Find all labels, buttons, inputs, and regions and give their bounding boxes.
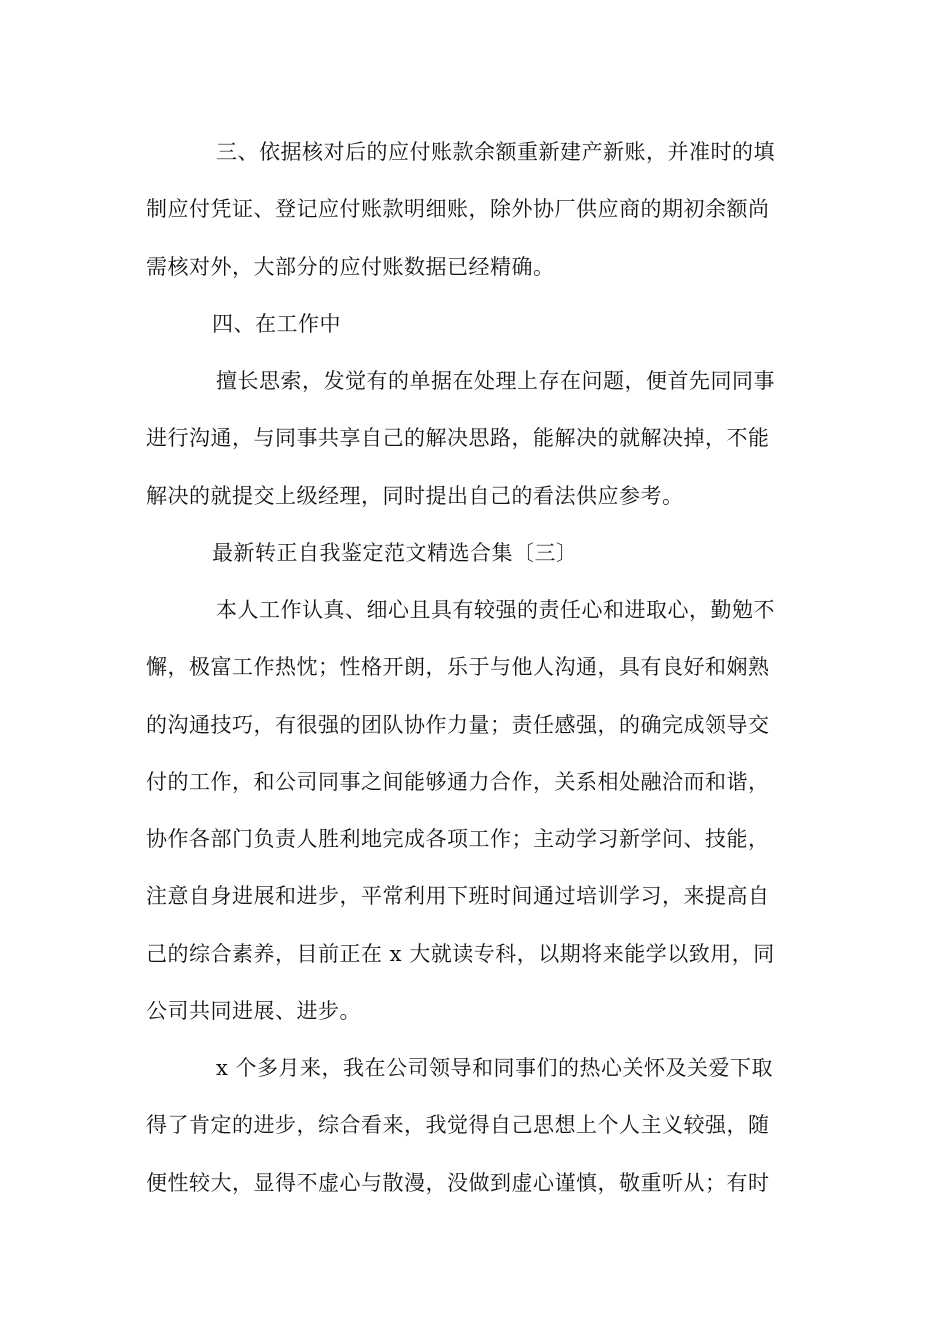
paragraph-1-line-3: 需核对外，大部分的应付账数据已经精确。 bbox=[146, 255, 555, 279]
paragraph-6-line-2: 得了肯定的进步，综合看来，我觉得自己思想上个人主义较强，随 bbox=[146, 1113, 770, 1137]
paragraph-3-line-3: 解决的就提交上级经理，同时提出自己的看法供应参考。 bbox=[146, 484, 684, 508]
paragraph-3-line-2: 进行沟通，与同事共享自己的解决思路，能解决的就解决掉，不能 bbox=[146, 426, 770, 450]
paragraph-6-line-1: x 个多月来，我在公司领导和同事们的热心关怀及关爱下取 bbox=[216, 1056, 774, 1080]
section-title: 最新转正自我鉴定范文精选合集〔三〕 bbox=[212, 541, 578, 565]
document-body bbox=[146, 0, 810, 1344]
paragraph-3-line-1: 擅长思索，发觉有的单据在处理上存在问题，便首先同同事 bbox=[216, 369, 775, 393]
paragraph-5-line-7: 己的综合素养，目前正在 x 大就读专科，以期将来能学以致用，同 bbox=[146, 942, 775, 966]
paragraph-5-line-3: 的沟通技巧，有很强的团队协作力量；责任感强，的确完成领导交 bbox=[146, 713, 770, 737]
paragraph-5-line-6: 注意自身进展和进步，平常利用下班时间通过培训学习，来提高自 bbox=[146, 884, 770, 908]
paragraph-1-line-2: 制应付凭证、登记应付账款明细账，除外协厂供应商的期初余额尚 bbox=[146, 197, 770, 221]
paragraph-5-line-4: 付的工作，和公司同事之间能够通力合作，关系相处融洽而和谐， bbox=[146, 770, 770, 794]
paragraph-1-line-1: 三、依据核对后的应付账款余额重新建产新账，并准时的填 bbox=[216, 140, 775, 164]
paragraph-5-line-1: 本人工作认真、细心且具有较强的责任心和进取心，勤勉不 bbox=[216, 598, 775, 622]
paragraph-5-line-2: 懈，极富工作热忱；性格开朗，乐于与他人沟通，具有良好和娴熟 bbox=[146, 655, 770, 679]
paragraph-5-line-8: 公司共同进展、进步。 bbox=[146, 999, 361, 1023]
paragraph-5-line-5: 协作各部门负责人胜利地完成各项工作；主动学习新学问、技能， bbox=[146, 827, 770, 851]
section-heading-work: 四、在工作中 bbox=[212, 312, 341, 336]
paragraph-6-line-3: 便性较大，显得不虚心与散漫，没做到虚心谨慎，敬重听从；有时 bbox=[146, 1171, 770, 1195]
